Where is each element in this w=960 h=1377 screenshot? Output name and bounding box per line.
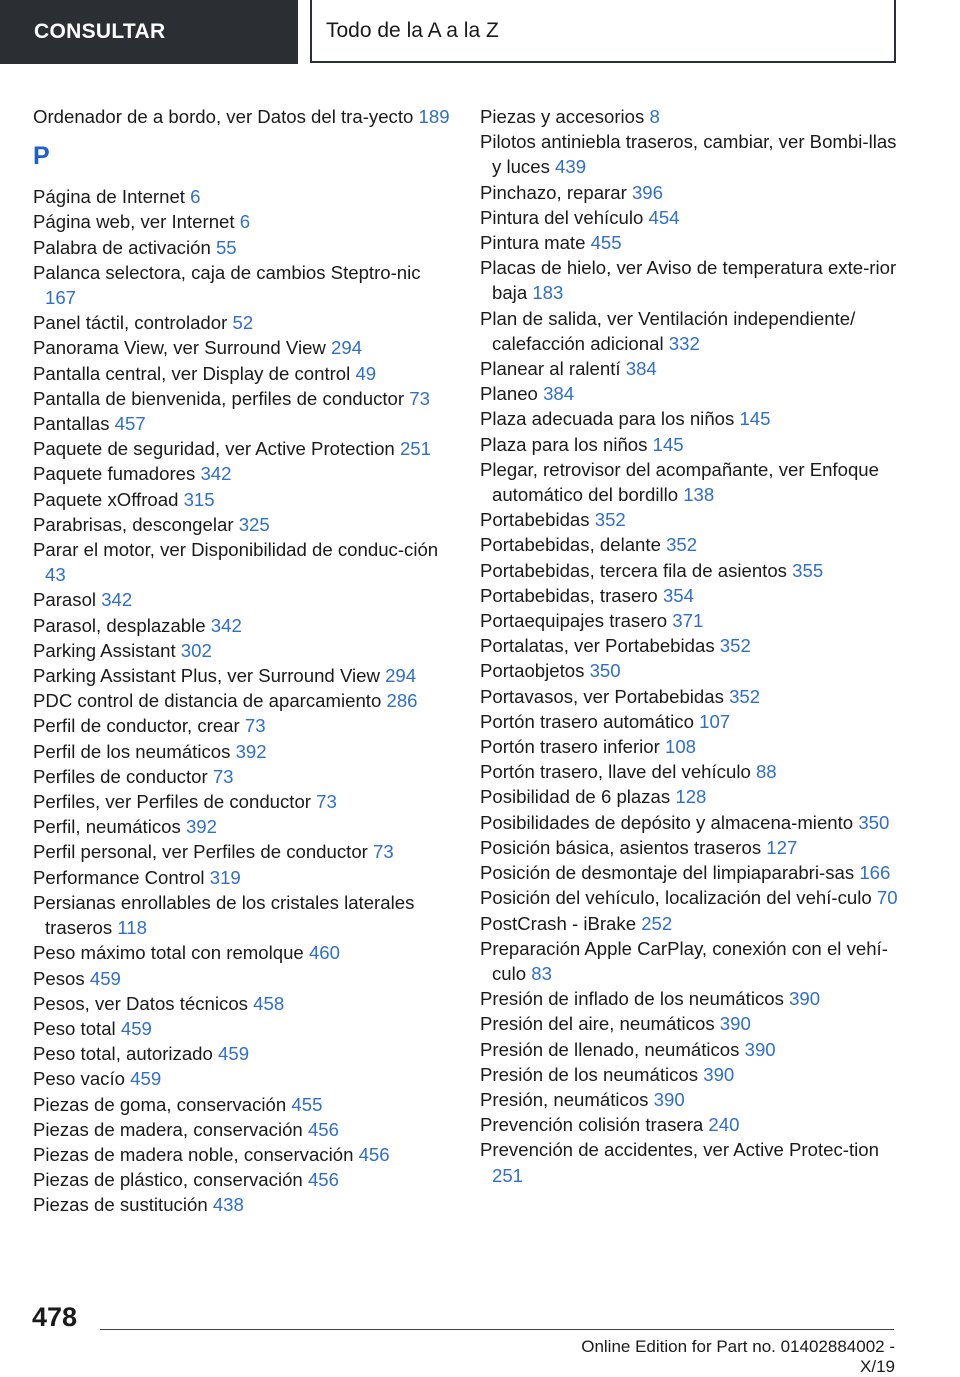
index-entry xyxy=(33,487,453,512)
index-entry-text: Pintura del vehículo xyxy=(480,206,644,228)
index-entry xyxy=(480,381,905,406)
index-entry xyxy=(480,255,905,305)
index-entry-text: Parasol, desplazable xyxy=(33,614,206,636)
index-page-link[interactable]: 455 xyxy=(291,1093,323,1115)
index-entry xyxy=(480,406,905,431)
index-entry xyxy=(480,684,905,709)
index-page-link[interactable]: 355 xyxy=(792,559,824,581)
index-entry-text: Peso total xyxy=(33,1017,116,1039)
index-entry-text: Panel táctil, controlador xyxy=(33,312,228,334)
index-entry-text: Preparación Apple CarPlay, conexión con el vehí-culo xyxy=(480,937,888,984)
index-entry-text: Portabebidas, trasero xyxy=(480,584,658,606)
index-entry-text: Portabebidas, delante xyxy=(480,534,661,556)
index-entry-text: Parking Assistant xyxy=(33,639,176,661)
index-entry xyxy=(33,713,453,738)
index-entry xyxy=(33,966,453,991)
index-page-link[interactable]: 460 xyxy=(308,942,340,964)
index-entry xyxy=(33,1092,453,1117)
index-entry-text: Portabebidas, tercera fila de asientos xyxy=(480,559,787,581)
index-entry xyxy=(480,784,905,809)
index-entry-text: Persianas enrollables de los cristales laterales traseros xyxy=(33,891,415,939)
index-entry xyxy=(33,512,453,537)
index-entry-text: Perfiles de conductor xyxy=(33,765,208,787)
index-entry-text: Pantalla central, ver Display de control xyxy=(33,362,351,384)
index-entry xyxy=(33,184,453,209)
index-page-link[interactable]: 354 xyxy=(662,584,694,606)
index-entry-text: Piezas de sustitución xyxy=(33,1194,208,1216)
index-entry-text: Portón trasero automático xyxy=(480,710,694,732)
index-page-link[interactable]: 108 xyxy=(665,736,697,758)
index-entry xyxy=(480,432,905,457)
index-page-link[interactable]: 286 xyxy=(386,690,418,712)
index-entry xyxy=(480,658,905,683)
index-entry xyxy=(33,411,453,436)
index-page-link[interactable]: 240 xyxy=(708,1114,740,1136)
index-page-link[interactable]: 73 xyxy=(212,765,234,787)
index-page-link[interactable]: 371 xyxy=(672,610,704,632)
index-page-link[interactable]: 315 xyxy=(183,488,215,510)
index-entry-text: Plegar, retrovisor del acompañante, ver Enfoque automático del bordillo xyxy=(480,458,879,506)
index-page-link[interactable]: 6 xyxy=(239,211,251,233)
index-page-link[interactable]: 73 xyxy=(244,715,266,737)
index-page-link[interactable]: 384 xyxy=(543,383,575,405)
index-page-link[interactable]: 252 xyxy=(641,912,673,934)
index-page-link[interactable]: 396 xyxy=(631,181,663,203)
index-entry-text: Posibilidad de 6 plazas xyxy=(480,786,671,808)
index-page-link[interactable]: 455 xyxy=(590,232,622,254)
index-entry xyxy=(33,940,453,965)
index-page-link[interactable]: 294 xyxy=(331,337,363,359)
index-page-link[interactable]: 390 xyxy=(703,1063,735,1085)
index-entry-text: Ordenador de a bordo, ver Datos del tra-yecto xyxy=(33,106,414,127)
index-entry-text: Palabra de activación xyxy=(33,236,211,258)
index-entry-text: Posición básica, asientos traseros xyxy=(480,836,762,858)
index-page-link[interactable]: 8 xyxy=(649,106,660,127)
index-entry-text: Posición de desmontaje del limpiaparabri-sas xyxy=(480,862,855,884)
footer-divider xyxy=(100,1329,894,1330)
index-page-link[interactable]: 145 xyxy=(652,433,684,455)
index-entry xyxy=(480,356,905,381)
index-entry-text: Presión de inflado de los neumáticos xyxy=(480,988,784,1010)
index-entry xyxy=(33,436,453,461)
index-entry xyxy=(480,1011,905,1036)
index-page-link[interactable]: 456 xyxy=(307,1169,339,1191)
index-page-link[interactable]: 118 xyxy=(117,917,147,939)
index-entry xyxy=(480,734,905,759)
index-page-link[interactable]: 392 xyxy=(185,816,217,838)
index-entry xyxy=(480,558,905,583)
index-entry xyxy=(480,936,905,986)
index-page-link[interactable]: 251 xyxy=(399,438,431,460)
index-entry xyxy=(480,532,905,557)
index-entry xyxy=(33,638,453,663)
index-entry xyxy=(33,1041,453,1066)
header-section-tab: CONSULTAR xyxy=(0,0,298,64)
index-page-link[interactable]: 251 xyxy=(492,1164,524,1186)
index-entry xyxy=(33,1117,453,1142)
index-entry xyxy=(33,361,453,386)
index-page-link[interactable]: 128 xyxy=(675,786,707,808)
index-page-link[interactable]: 88 xyxy=(755,761,777,783)
index-entry xyxy=(480,810,905,835)
index-entry xyxy=(33,839,453,864)
index-entry-text: Portaequipajes trasero xyxy=(480,610,668,632)
index-entry xyxy=(480,835,905,860)
index-entry xyxy=(33,764,453,789)
index-entry-text: Portalatas, ver Portabebidas xyxy=(480,635,715,657)
index-entry xyxy=(480,129,905,179)
index-entry xyxy=(480,1112,905,1137)
index-entry xyxy=(480,608,905,633)
index-entry xyxy=(480,306,905,356)
index-entry-text: Perfil personal, ver Perfiles de conductor xyxy=(33,841,368,863)
index-page-link[interactable]: 390 xyxy=(719,1013,751,1035)
index-entry xyxy=(33,461,453,486)
index-entry xyxy=(480,104,905,129)
index-entry-text: Paquete de seguridad, ver Active Protection xyxy=(33,438,395,460)
index-page-link[interactable]: 392 xyxy=(235,740,267,762)
index-page-link[interactable]: 454 xyxy=(648,206,680,228)
index-entry-text: PDC control de distancia de aparcamiento xyxy=(33,690,382,712)
index-page-link[interactable]: 55 xyxy=(215,236,237,258)
index-page-link[interactable]: 294 xyxy=(385,665,417,687)
index-page-link[interactable]: 332 xyxy=(668,332,700,354)
index-entry xyxy=(33,865,453,890)
index-entry-text: Posibilidades de depósito y almacena-miento xyxy=(480,811,854,833)
index-page-link[interactable]: 138 xyxy=(683,484,715,506)
index-entry-text: Paquete xOffroad xyxy=(33,488,179,510)
index-entry xyxy=(33,613,453,638)
index-entry xyxy=(33,335,453,360)
index-entry xyxy=(33,310,453,335)
index-column-left xyxy=(33,104,453,1218)
index-entry xyxy=(480,1137,905,1187)
index-entry xyxy=(33,814,453,839)
index-entry xyxy=(480,457,905,507)
index-page-link[interactable]: 49 xyxy=(355,362,377,384)
index-entry xyxy=(480,860,905,885)
index-letter-heading: P xyxy=(33,142,50,171)
index-entry-text: Presión de los neumáticos xyxy=(480,1063,699,1085)
index-entry-text: Piezas de madera, conservación xyxy=(33,1118,303,1140)
index-entry xyxy=(480,986,905,1011)
index-entry xyxy=(33,537,453,587)
index-page-link[interactable]: 342 xyxy=(101,589,133,611)
index-page-link[interactable]: 319 xyxy=(209,866,241,888)
index-entry-text: Panorama View, ver Surround View xyxy=(33,337,326,359)
index-entry xyxy=(480,1062,905,1087)
index-page-link[interactable]: 342 xyxy=(210,614,242,636)
index-entry xyxy=(33,890,453,940)
index-entry xyxy=(33,235,453,260)
index-entry-text: Piezas de goma, conservación xyxy=(33,1093,287,1115)
index-page-link[interactable]: 352 xyxy=(594,509,626,531)
index-entry xyxy=(33,104,453,129)
index-entry-text: Pinchazo, reparar xyxy=(480,181,627,203)
index-page-link[interactable]: 107 xyxy=(699,710,731,732)
index-entry-text: Parar el motor, ver Disponibilidad de conduc-ción xyxy=(33,539,439,561)
index-page-link[interactable]: 439 xyxy=(555,156,587,178)
index-page-link[interactable]: 145 xyxy=(739,408,771,430)
index-entry-text: Presión de llenado, neumáticos xyxy=(480,1038,740,1060)
index-entry-text: Plaza adecuada para los niños xyxy=(480,408,735,430)
index-entry-text: Paquete fumadores xyxy=(33,463,196,485)
index-entry xyxy=(33,663,453,688)
index-entry xyxy=(480,583,905,608)
index-entry-text: Pantalla de bienvenida, perfiles de conductor xyxy=(33,387,405,409)
index-entry xyxy=(480,1087,905,1112)
index-entry xyxy=(33,1192,453,1217)
index-page-link[interactable]: 70 xyxy=(876,887,898,909)
index-entry-text: Palanca selectora, caja de cambios Steptro-nic xyxy=(33,261,421,283)
index-page-link[interactable]: 459 xyxy=(218,1043,250,1065)
index-entry-text: Pintura mate xyxy=(480,232,586,254)
index-page-link[interactable]: 384 xyxy=(625,358,657,380)
index-page-link[interactable]: 459 xyxy=(130,1068,162,1090)
index-column-right xyxy=(480,104,905,1188)
index-entry-text: Piezas y accesorios xyxy=(480,106,645,127)
index-page-link[interactable]: 6 xyxy=(190,186,201,208)
index-page-link[interactable]: 166 xyxy=(859,862,891,884)
index-entry xyxy=(33,1016,453,1041)
index-entry-text: Peso vacío xyxy=(33,1068,125,1090)
index-entry xyxy=(480,507,905,532)
index-entry-text: Portabebidas xyxy=(480,509,590,531)
index-page-link[interactable]: 459 xyxy=(89,967,121,989)
index-entry-text: Presión, neumáticos xyxy=(480,1088,649,1110)
index-page-link[interactable]: 52 xyxy=(232,312,254,334)
index-page-link[interactable]: 352 xyxy=(719,635,751,657)
index-page-link[interactable]: 352 xyxy=(729,685,761,707)
index-entry xyxy=(480,1037,905,1062)
header-chapter-title: Todo de la A a la Z xyxy=(310,0,896,63)
index-entry-text: Perfil de conductor, crear xyxy=(33,715,240,737)
index-entry-text: Página web, ver Internet xyxy=(33,211,235,233)
index-entry xyxy=(33,688,453,713)
index-page-link[interactable]: 127 xyxy=(766,836,798,858)
index-entry-text: Portón trasero inferior xyxy=(480,736,660,758)
index-page-link[interactable]: 352 xyxy=(666,534,698,556)
index-entry xyxy=(480,759,905,784)
index-entry-text: Portavasos, ver Portabebidas xyxy=(480,685,724,707)
index-page-link[interactable]: 456 xyxy=(307,1118,339,1140)
index-entry xyxy=(480,709,905,734)
index-entry-text: Pilotos antiniebla traseros, cambiar, ver Bombi-llas y luces xyxy=(480,131,897,178)
index-entry xyxy=(480,205,905,230)
index-entry-text: Pantallas xyxy=(33,413,110,435)
index-page-link[interactable]: 189 xyxy=(418,106,450,127)
index-page-link[interactable]: 390 xyxy=(789,988,821,1010)
index-page-link[interactable]: 350 xyxy=(858,811,890,833)
index-entry-text: Prevención de accidentes, ver Active Protec-tion xyxy=(480,1139,879,1161)
index-entry xyxy=(480,911,905,936)
index-entry xyxy=(480,885,905,910)
index-entry xyxy=(480,633,905,658)
index-entry xyxy=(33,1167,453,1192)
index-page-link[interactable]: 459 xyxy=(120,1017,152,1039)
index-page-link[interactable]: 302 xyxy=(180,639,212,661)
index-entry-text: Portón trasero, llave del vehículo xyxy=(480,761,751,783)
index-page-link[interactable]: 43 xyxy=(45,564,66,586)
index-entry xyxy=(33,1142,453,1167)
index-entry-text: PostCrash - iBrake xyxy=(480,912,637,934)
index-page-link[interactable]: 167 xyxy=(45,287,77,309)
index-entry xyxy=(33,789,453,814)
index-page-link[interactable]: 183 xyxy=(532,282,564,304)
index-entry xyxy=(480,180,905,205)
index-entry-text: Portaobjetos xyxy=(480,660,585,682)
index-entry-text: Planeo xyxy=(480,383,538,405)
index-entry-text: Performance Control xyxy=(33,866,205,888)
index-entry-text: Pesos xyxy=(33,967,85,989)
index-entry xyxy=(33,386,453,411)
index-entry-text: Parasol xyxy=(33,589,97,611)
index-entry xyxy=(33,991,453,1016)
index-entry-text: Posición del vehículo, localización del vehí-culo xyxy=(480,887,872,909)
index-entry-text: Piezas de plástico, conservación xyxy=(33,1169,303,1191)
index-entry xyxy=(33,587,453,612)
index-entry-text: Parking Assistant Plus, ver Surround View xyxy=(33,665,380,687)
index-entry-text: Pesos, ver Datos técnicos xyxy=(33,992,248,1014)
index-entry-text: Parabrisas, descongelar xyxy=(33,513,234,535)
index-entry xyxy=(480,230,905,255)
index-page-link[interactable]: 457 xyxy=(114,413,146,435)
page-number: 478 xyxy=(32,1302,78,1332)
index-entry-text: Peso total, autorizado xyxy=(33,1043,213,1065)
index-page-link[interactable]: 342 xyxy=(200,463,232,485)
index-entry-text: Plaza para los niños xyxy=(480,433,648,455)
index-entry-text: Presión del aire, neumáticos xyxy=(480,1013,715,1035)
index-entry xyxy=(33,209,453,234)
index-entry-text: Peso máximo total con remolque xyxy=(33,942,304,964)
index-page-link[interactable]: 325 xyxy=(238,513,270,535)
index-page-link[interactable]: 438 xyxy=(212,1194,244,1216)
index-page-link[interactable]: 458 xyxy=(253,992,285,1014)
index-page-link[interactable]: 73 xyxy=(373,841,394,863)
index-entry-text: Perfil, neumáticos xyxy=(33,816,181,838)
footer-edition-text: Online Edition for Part no. 01402884002 - X/19 xyxy=(581,1337,895,1376)
index-entry-text: Planear al ralentí xyxy=(480,358,621,380)
index-entry xyxy=(33,260,453,310)
index-entry-text: Plan de salida, ver Ventilación independiente/ calefacción adicional xyxy=(480,307,856,354)
index-page-link[interactable]: 390 xyxy=(744,1038,776,1060)
index-page-link[interactable]: 390 xyxy=(653,1088,685,1110)
index-page-link[interactable]: 350 xyxy=(589,660,621,682)
index-entry-text: Placas de hielo, ver Aviso de temperatura exte-rior baja xyxy=(480,257,897,304)
index-entry-text: Perfiles, ver Perfiles de conductor xyxy=(33,791,311,813)
index-page-link[interactable]: 73 xyxy=(316,791,337,813)
index-entry-text: Perfil de los neumáticos xyxy=(33,740,231,762)
index-entry-text: Piezas de madera noble, conservación xyxy=(33,1143,354,1165)
index-entry-text: Prevención colisión trasera xyxy=(480,1114,704,1136)
index-page-link[interactable]: 73 xyxy=(409,387,430,409)
index-entry xyxy=(33,739,453,764)
index-entry xyxy=(33,1066,453,1091)
index-entry-text: Página de Internet xyxy=(33,186,185,208)
index-page-link[interactable]: 83 xyxy=(531,962,552,984)
index-page-link[interactable]: 456 xyxy=(358,1143,390,1165)
